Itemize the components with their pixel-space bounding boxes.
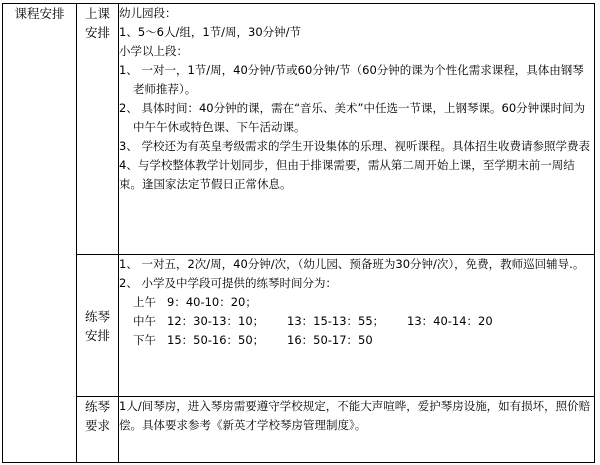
class-arrangement-label-line1: 上课 (84, 6, 110, 21)
primary-item-3: 3、 学校还为有英皇考级需求的学生开设集体的乐理、视听课程。具体招生收费请参照学费表 (119, 139, 590, 153)
afternoon-slot-1: 15：50-16：50； (167, 333, 265, 347)
practice-arrangement-label-line1: 练琴 (84, 308, 110, 324)
practice-requirements-label-cell (77, 397, 119, 463)
noon-slot-3: 13：40-14：20 (407, 314, 493, 328)
section-title: 课程安排 (14, 6, 65, 21)
afternoon-label: 下午 (133, 333, 156, 347)
morning-label: 上午 (133, 295, 156, 309)
kindergarten-heading: 幼儿园段： (119, 6, 177, 20)
section-title-cell (3, 4, 77, 463)
practice-item-2: 2、 小学及中学段可提供的练琴时间分为： (119, 276, 337, 290)
kindergarten-item: 1、5～6人/组，1节/周，30分钟/节 (119, 25, 302, 39)
class-arrangement-content (119, 4, 595, 255)
primary-item-2: 2、 具体时间：40分钟的课，需在“音乐、美术”中任选一节课，上钢琴课。60分钟课时间为中午午休或特色课、下午活动课。 (119, 101, 586, 134)
class-arrangement-label-line2: 安排 (84, 25, 110, 40)
noon-slot-1: 12：30-13：10； (167, 314, 265, 328)
practice-arrangement-label-cell (77, 255, 119, 397)
noon-label: 中午 (133, 314, 156, 328)
practice-requirements-text: 1人/间琴房，进入琴房需要遵守学校规定，不能大声喧哗，爱护琴房设施，如有损坏，照价赔偿。具体要求参考《新英才学校琴房管理制度》。 (119, 399, 591, 432)
primary-item-4: 4、与学校整体教学计划同步，但由于排课需要，需从第二周开始上课，至学期末前一周结束。逢国家法定节假日正常休息。 (119, 158, 575, 191)
primary-heading: 小学以上段： (119, 44, 188, 58)
morning-slot-1: 9：40-10：20； (167, 295, 257, 309)
practice-arrangement-content (119, 255, 595, 397)
course-schedule-table (2, 3, 595, 463)
table-row-requirements (3, 397, 595, 463)
afternoon-time-row (119, 331, 594, 350)
practice-requirements-content (119, 397, 595, 463)
table-row-class (3, 4, 595, 255)
practice-requirements-label-line2: 要求 (84, 418, 110, 433)
practice-item-1: 1、 一对五，2次/周，40分钟/次，（幼儿园、预备班为30分钟/次），免费，教师巡回辅导.。 (119, 257, 585, 271)
primary-item-1: 1、 一对一，1节/周，40分钟/节或60分钟/节（60分钟的课为个性化需求课程，具体由钢琴老师推荐）。 (119, 63, 584, 96)
practice-arrangement-label-line2: 安排 (84, 327, 110, 343)
table-row-practice (3, 255, 595, 397)
morning-time-row (119, 293, 594, 312)
afternoon-slot-2: 16：50-17：50 (287, 333, 373, 347)
class-arrangement-label-cell (77, 4, 119, 255)
practice-requirements-label-line1: 练琴 (84, 399, 110, 414)
noon-slot-2: 13：15-13：55； (287, 314, 385, 328)
noon-time-row (119, 312, 594, 331)
